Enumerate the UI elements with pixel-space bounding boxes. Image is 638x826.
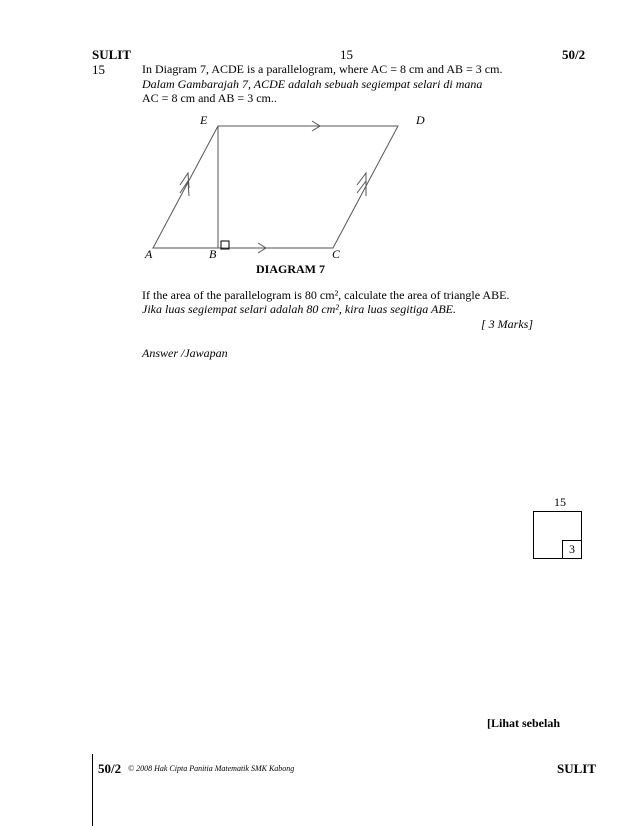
double-arrow-cd-2 <box>357 173 366 188</box>
point-label-c: C <box>332 247 341 261</box>
score-max-marks: 3 <box>569 542 575 556</box>
header-left: SULIT <box>92 47 132 62</box>
question-given-values: AC = 8 cm and AB = 3 cm.. <box>142 91 277 105</box>
footer-code: 50/2 <box>98 761 122 776</box>
question-number: 15 <box>92 62 105 77</box>
turn-page-note: [Lihat sebelah <box>487 716 561 730</box>
marks-label: [ 3 Marks] <box>481 317 534 331</box>
point-label-b: B <box>209 247 217 261</box>
point-label-d: D <box>416 113 425 127</box>
header-page-number: 15 <box>340 47 353 62</box>
diagram-caption: DIAGRAM 7 <box>256 262 325 276</box>
footer-copyright: © 2008 Hak Cipta Panitia Matematik SMK Kabong <box>128 764 295 773</box>
question-line-english: In Diagram 7, ACDE is a parallelogram, where AC = 8 cm and AB = 3 cm. <box>142 62 503 76</box>
answer-label: Answer /Jawapan <box>142 346 228 360</box>
task-english: If the area of the parallelogram is 80 cm², calculate the area of triangle ABE. <box>142 288 510 302</box>
header-right: 50/2 <box>562 47 586 62</box>
point-label-e: E <box>200 113 208 127</box>
question-line-malay: Dalam Gambarajah 7, ACDE adalah sebuah segiempat selari di mana <box>142 77 483 91</box>
footer-margin-line <box>92 754 93 826</box>
point-label-a: A <box>145 247 153 261</box>
footer-right: SULIT <box>557 761 597 776</box>
task-malay: Jika luas segiempat selari adalah 80 cm², kira luas segitiga ABE. <box>142 302 457 316</box>
score-question-number: 15 <box>554 495 566 509</box>
